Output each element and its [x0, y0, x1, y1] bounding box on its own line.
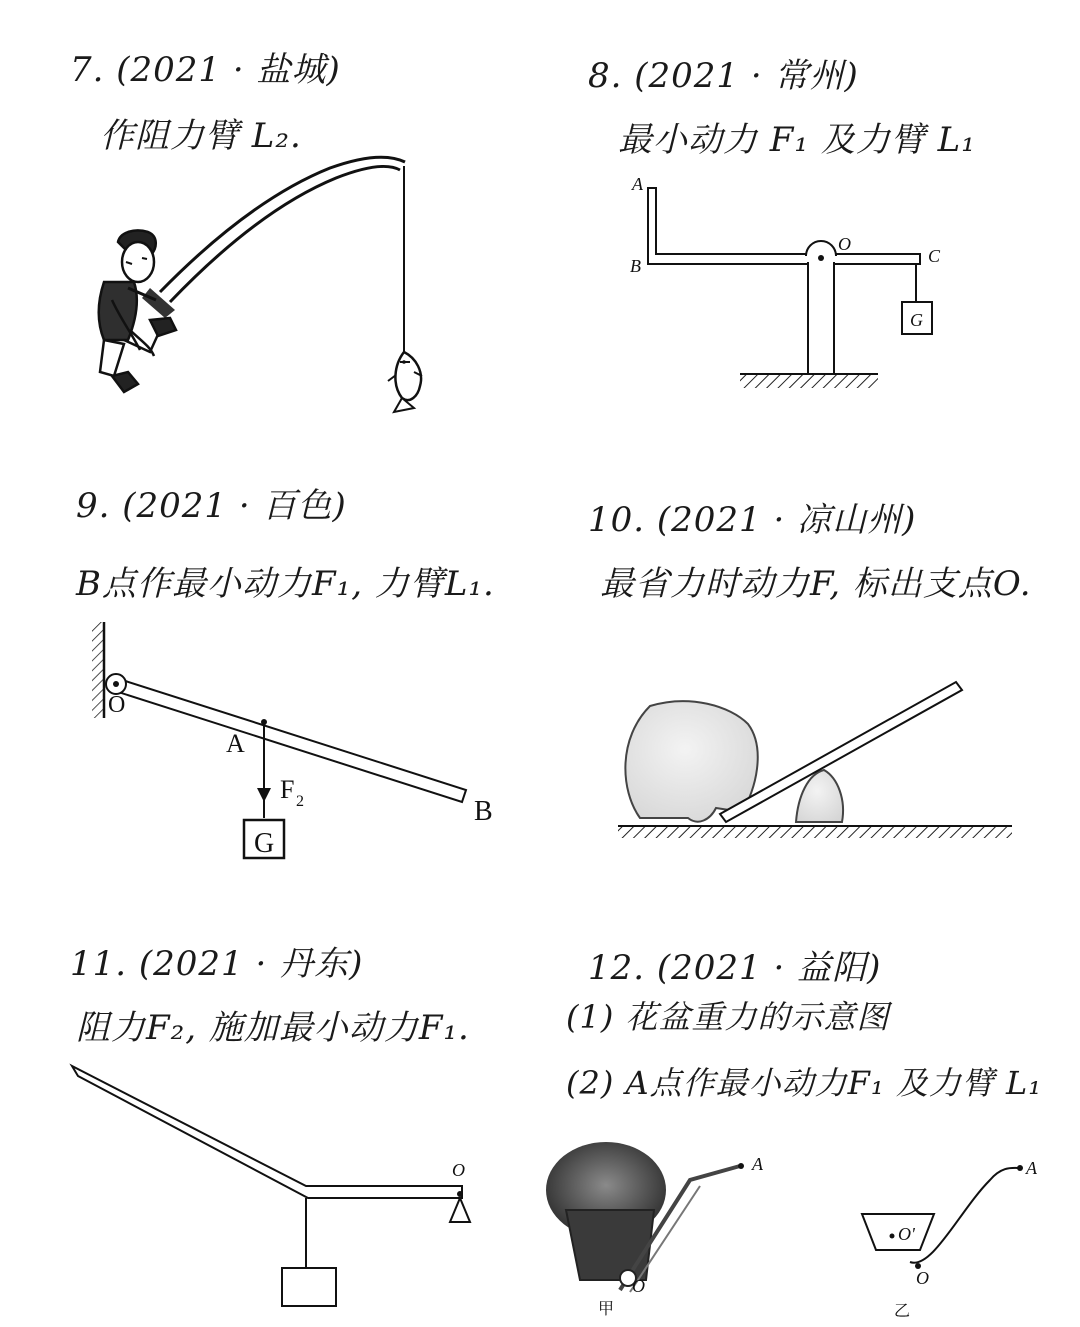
label-C: C: [928, 246, 941, 266]
label-jia: 甲: [598, 1301, 615, 1318]
label-B: B: [474, 796, 493, 827]
label-A: A: [632, 174, 643, 194]
label-A: A: [752, 1154, 763, 1174]
problem-10-header: 10. (2021 · 凉山州): [588, 500, 917, 540]
problem-8-task: 最小动力 F₁ 及力臂 L₁: [618, 120, 976, 160]
problem-9-task: B点作最小动力F₁, 力臂L₁.: [76, 564, 495, 604]
flowerpot-cart-diagram: [546, 1142, 1038, 1320]
problem-7-task: 作阻力臂 L₂.: [100, 116, 302, 156]
label-O: O: [452, 1160, 465, 1180]
force-arrow: [257, 788, 271, 802]
hinged-bar-diagram: [92, 622, 493, 859]
problem-11-header: 11. (2021 · 丹东): [70, 944, 364, 984]
label-O-prime: O': [898, 1224, 915, 1244]
label-F2-sub: 2: [296, 793, 304, 810]
label-O: O: [632, 1276, 645, 1296]
label-O: O: [838, 234, 851, 254]
label-yi: 乙: [894, 1303, 911, 1320]
problem-12-task-2: (2) A点作最小动力F₁ 及力臂 L₁: [566, 1064, 1043, 1102]
label-O: O: [108, 692, 126, 718]
problem-7-header: 7. (2021 · 盐城): [70, 50, 341, 90]
problem-12-task-1: (1) 花盆重力的示意图: [566, 998, 890, 1036]
problem-11-task: 阻力F₂, 施加最小动力F₁.: [76, 1008, 470, 1048]
problem-12-header: 12. (2021 · 益阳): [588, 948, 882, 988]
fishing-figure: [99, 157, 422, 412]
problem-8-header: 8. (2021 · 常州): [588, 56, 859, 96]
label-G: G: [910, 310, 923, 330]
pivot-dot: [818, 255, 824, 261]
label-G: G: [254, 828, 275, 859]
fulcrum-triangle: [450, 1198, 470, 1222]
label-B: B: [630, 256, 641, 276]
label-O: O: [916, 1268, 929, 1288]
label-A: A: [226, 729, 245, 758]
label-A: A: [1026, 1158, 1037, 1178]
problem-9-header: 9. (2021 · 百色): [76, 486, 347, 526]
lever-on-post-diagram: [630, 174, 941, 388]
problem-10-task: 最省力时动力F, 标出支点O.: [600, 564, 1032, 604]
bent-lever-diagram: [72, 1066, 470, 1306]
label-F2: F: [280, 775, 295, 804]
rock-crowbar-diagram: [618, 682, 1012, 838]
flowerpot: [566, 1210, 654, 1280]
weight-block: [282, 1268, 336, 1306]
fish-icon: [388, 352, 422, 412]
